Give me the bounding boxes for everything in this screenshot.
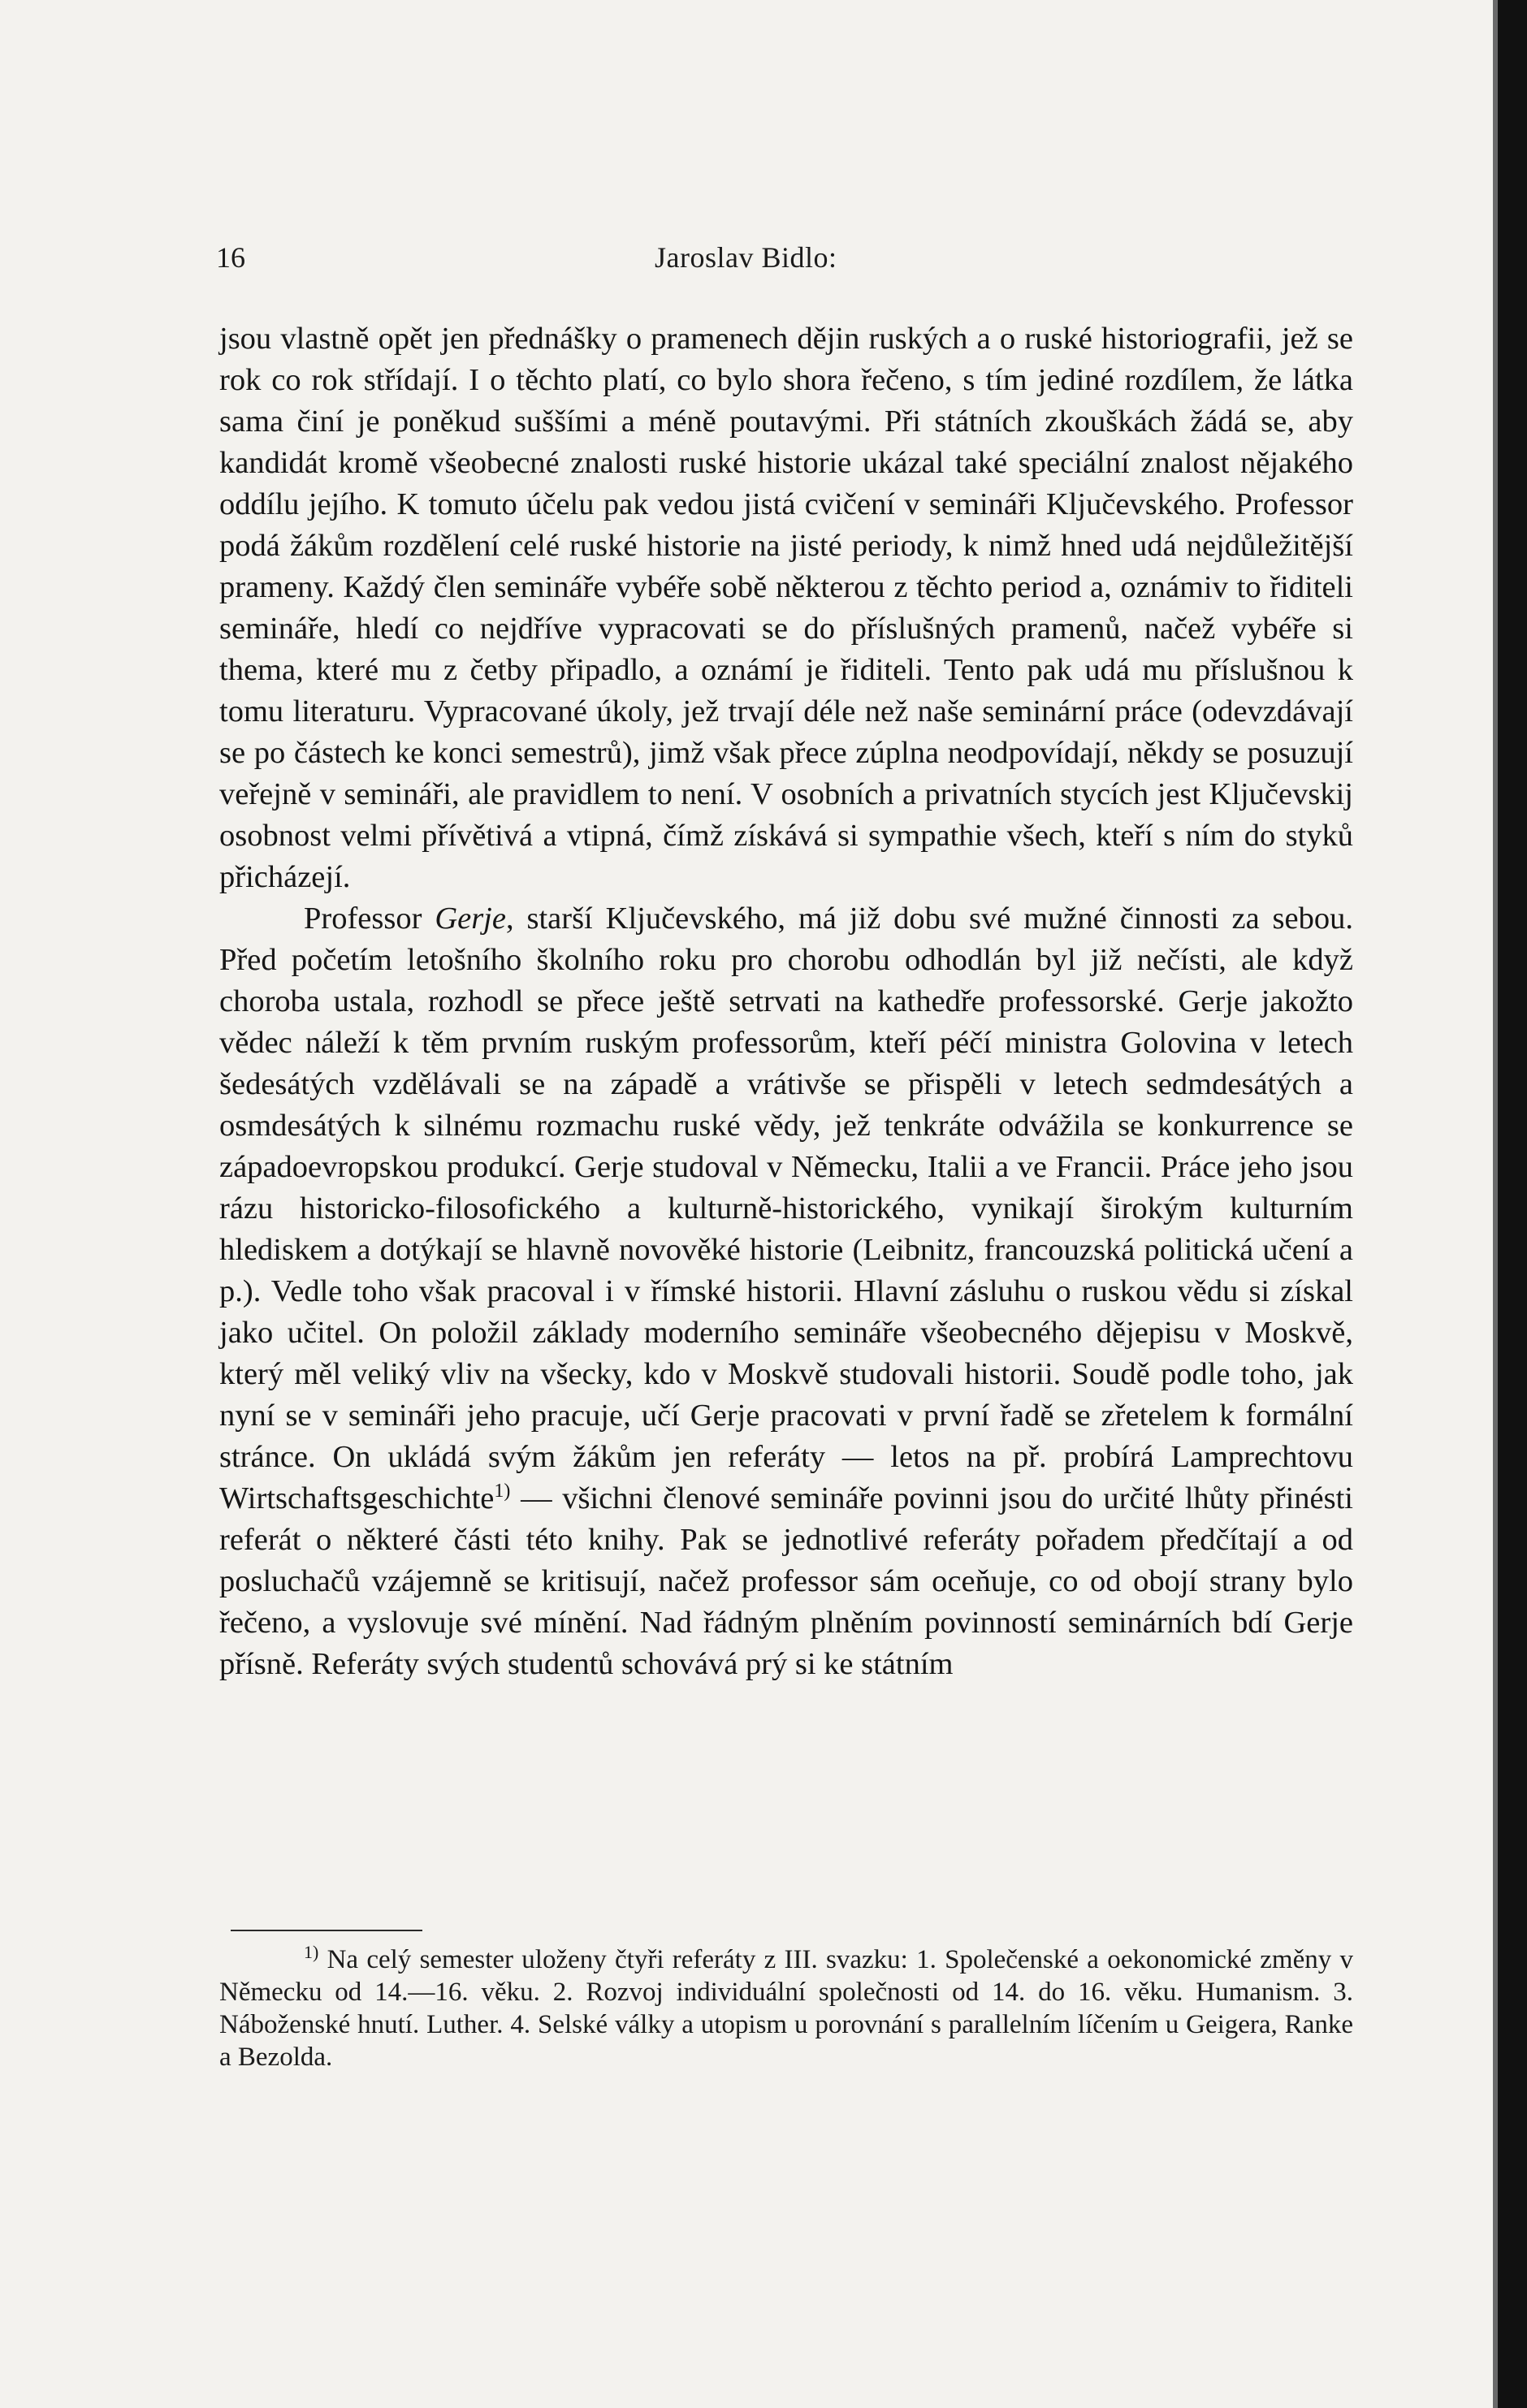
footnote-reference: 1) — [494, 1481, 511, 1502]
footnote-divider — [231, 1930, 422, 1931]
main-text — [219, 318, 1353, 1685]
paragraph-text: — všichni členové semináře povinni jsou do určité lhůty přinésti referát o některé části této knihy. Pak se jednotlivé referáty pořadem předčítají a od posluchačů vzájemně se kritisují, načež professor sám oceňuje, co od obojí strany bylo řečeno, a vyslovuje své mínění. Nad řádným plněním povinností seminárních bdí Gerje přísně. Referáty svých studentů schovává prý si ke státním — [219, 1481, 1353, 1681]
page-header — [216, 240, 1353, 281]
paragraph — [219, 898, 1353, 1685]
page-edge — [1498, 0, 1527, 2408]
person-name-gerje: Gerje — [435, 901, 506, 936]
paragraph-text: Professor — [304, 901, 435, 936]
paragraph: jsou vlastně opět jen přednášky o pramenech dějin ruských a o ruské historiografii, jež se rok co rok střídají. I o těchto platí, co bylo shora řečeno, s tím jediné rozdílem, že látka sama činí je poněkud suššími a méně poutavými. Při státních zkouškách žádá se, aby kandidát kromě všeobecné znalosti ruské historie ukázal také speciální znalost nějakého oddílu jejího. K tomuto účelu pak vedou jistá cvičení v semináři Ključevského. Professor podá žákům rozdělení celé ruské historie na jisté periody, k nimž hned udá nejdůležitější prameny. Každý člen semináře vybéře sobě některou z těchto period a, oznámiv to řiditeli semináře, hledí co nejdříve vypracovati se do příslušných pramenů, načež vybéře si thema, které mu z četby připadlo, a oznámí je řiditeli. Tento pak udá mu příslušnou k tomu literaturu. Vypracované úkoly, jež trvají déle než naše seminární práce (odevzdávají se po částech ke konci semestrů), jimž však přece zúplna neodpovídají, někdy se posuzují veřejně v semináři, ale pravidlem to není. V osobních a privatních stycích jest Ključevskij osobnost velmi přívětivá a vtipná, čímž získává si sympathie všech, kteří s ním do styků přicházejí. — [219, 322, 1353, 894]
footnote-text: Na celý semester uloženy čtyři referáty z III. svazku: 1. Společenské a oekonomické změny v Německu od 14.—16. věku. 2. Rozvoj individuální společnosti od 14. do 16. věku. Humanism. 3. Náboženské hnutí. Luther. 4. Selské války a utopism u porovnání s parallelním líčením u Geigera, Ranke a Bezolda. — [219, 1945, 1353, 2072]
page-number: 16 — [216, 241, 245, 274]
footnote — [219, 1943, 1353, 2073]
running-head: Jaroslav Bidlo: — [655, 241, 837, 274]
paragraph-text: , starší Ključevského, má již dobu své mužné činnosti za sebou. Před početím letošního školního roku pro chorobu odhodlán byl již nečísti, ale když choroba ustala, rozhodl se přece ještě setrvati na kathedře professorské. Gerje jakožto vědec náleží k těm prvním ruským professorům, kteří péčí ministra Golovina v letech šedesátých vzdělávali se na západě a vrátivše se přispěli v letech sedmdesátých a osmdesátých k silnému rozmachu ruské vědy, jež tenkráte odvážila se konkurrence se západoevropskou produkcí. Gerje studoval v Německu, Italii a ve Francii. Práce jeho jsou rázu historicko-filosofického a kulturně-historického, vynikají širokým kulturním hlediskem a dotýkají se hlavně novověké historie (Leibnitz, francouzská politická učení a p.). Vedle toho však pracoval i v římské historii. Hlavní zásluhu o ruskou vědu si získal jako učitel. On položil základy moderního semináře všeobecného dějepisu v Moskvě, který měl veliký vliv na všecky, kdo v Moskvě studovali historii. Soudě podle toho, jak nyní se v semináři jeho pracuje, učí Gerje pracovati v první řadě se zřetelem k formální stránce. On ukládá svým žákům jen referáty — letos na př. probírá Lamprechtovu Wirtschaftsgeschichte — [219, 901, 1353, 1515]
footnote-mark: 1) — [304, 1942, 319, 1962]
